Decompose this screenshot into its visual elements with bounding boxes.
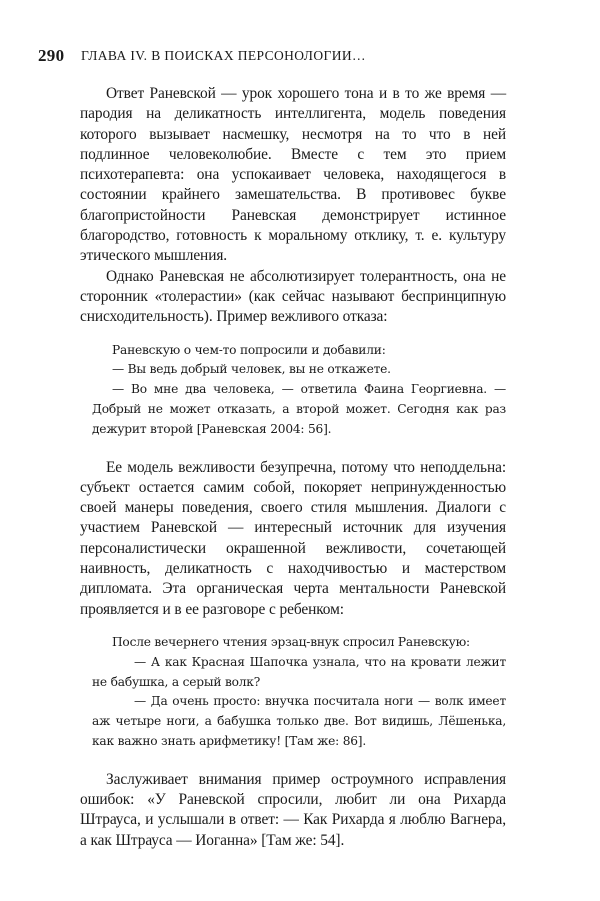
quote-block-2: [80, 633, 506, 752]
chapter-title: ГЛАВА IV. В ПОИСКАХ ПЕРСОНОЛОГИИ…: [81, 48, 366, 63]
paragraph-3: Ее модель вежливости безупречна, потому что неподдельна: субъект остается самим собой, покоряет непринужденностью своей манеры поведения, своего стиля мышления. Диалоги с участием Раневской — интересный источник для изучения персоналистически окрашенной вежливости, сочетающей наивность, деликатность с находчивостью и мастерством дипломата. Эта органическая черта ментальности Раневской проявляется и в ее разговоре с ребенком:: [80, 458, 506, 618]
page-number: 290: [38, 46, 65, 65]
quote-line: Раневскую о чем-то попросили и добавили:: [112, 342, 386, 357]
quote-line: — А как Красная Шапочка узнала, что на кровати лежит не бабушка, а серый волк?: [92, 654, 506, 689]
quote-block-1: [80, 341, 506, 440]
quote-line: — Да очень просто: внучка посчитала ноги — волк имеет аж четыре ноги, а бабушка только две. Вот видишь, Лёшенька, как важно знать арифметику! [Там же: 86].: [92, 694, 506, 748]
quote-line: — Во мне два человека, — ответила Фаина Георгиевна. — Добрый не может отказать, а второй может. Сегодня как раз дежурит второй [Раневская 2004: 56].: [92, 382, 506, 436]
page-body: [80, 84, 506, 851]
quote-line: После вечернего чтения эрзац-внук спросил Раневскую:: [112, 634, 470, 649]
paragraph-4: Заслуживает внимания пример остроумного исправления ошибок: «У Раневской спросили, любит ли она Рихарда Штрауса, и услышали в ответ: — Как Рихарда я люблю Вагнера, а как Штрауса — Иоганна» [Там же: 54].: [80, 770, 506, 849]
running-header: [38, 44, 560, 68]
quote-line: — Вы ведь добрый человек, вы не откажете.: [112, 362, 391, 377]
paragraph-2: Однако Раневская не абсолютизирует толерантность, она не сторонник «толерастии» (как сейчас называют беспринципную снисходительность). Пример вежливого отказа:: [80, 267, 506, 326]
paragraph-1: Ответ Раневской — урок хорошего тона и в то же время — пародия на деликатность интеллигента, модель поведения которого вызывает насмешку, несмотря на то что в ней подлинное человеколюбие. Вместе с тем это прием психотерапевта: она успокаивает человека, находящегося в состоянии крайнего замешательства. В противовес букве благопристойности Раневская демонстрирует истинное благородство, готовность к моральному отклику, т. е. культуру этического мышления.: [80, 85, 506, 265]
